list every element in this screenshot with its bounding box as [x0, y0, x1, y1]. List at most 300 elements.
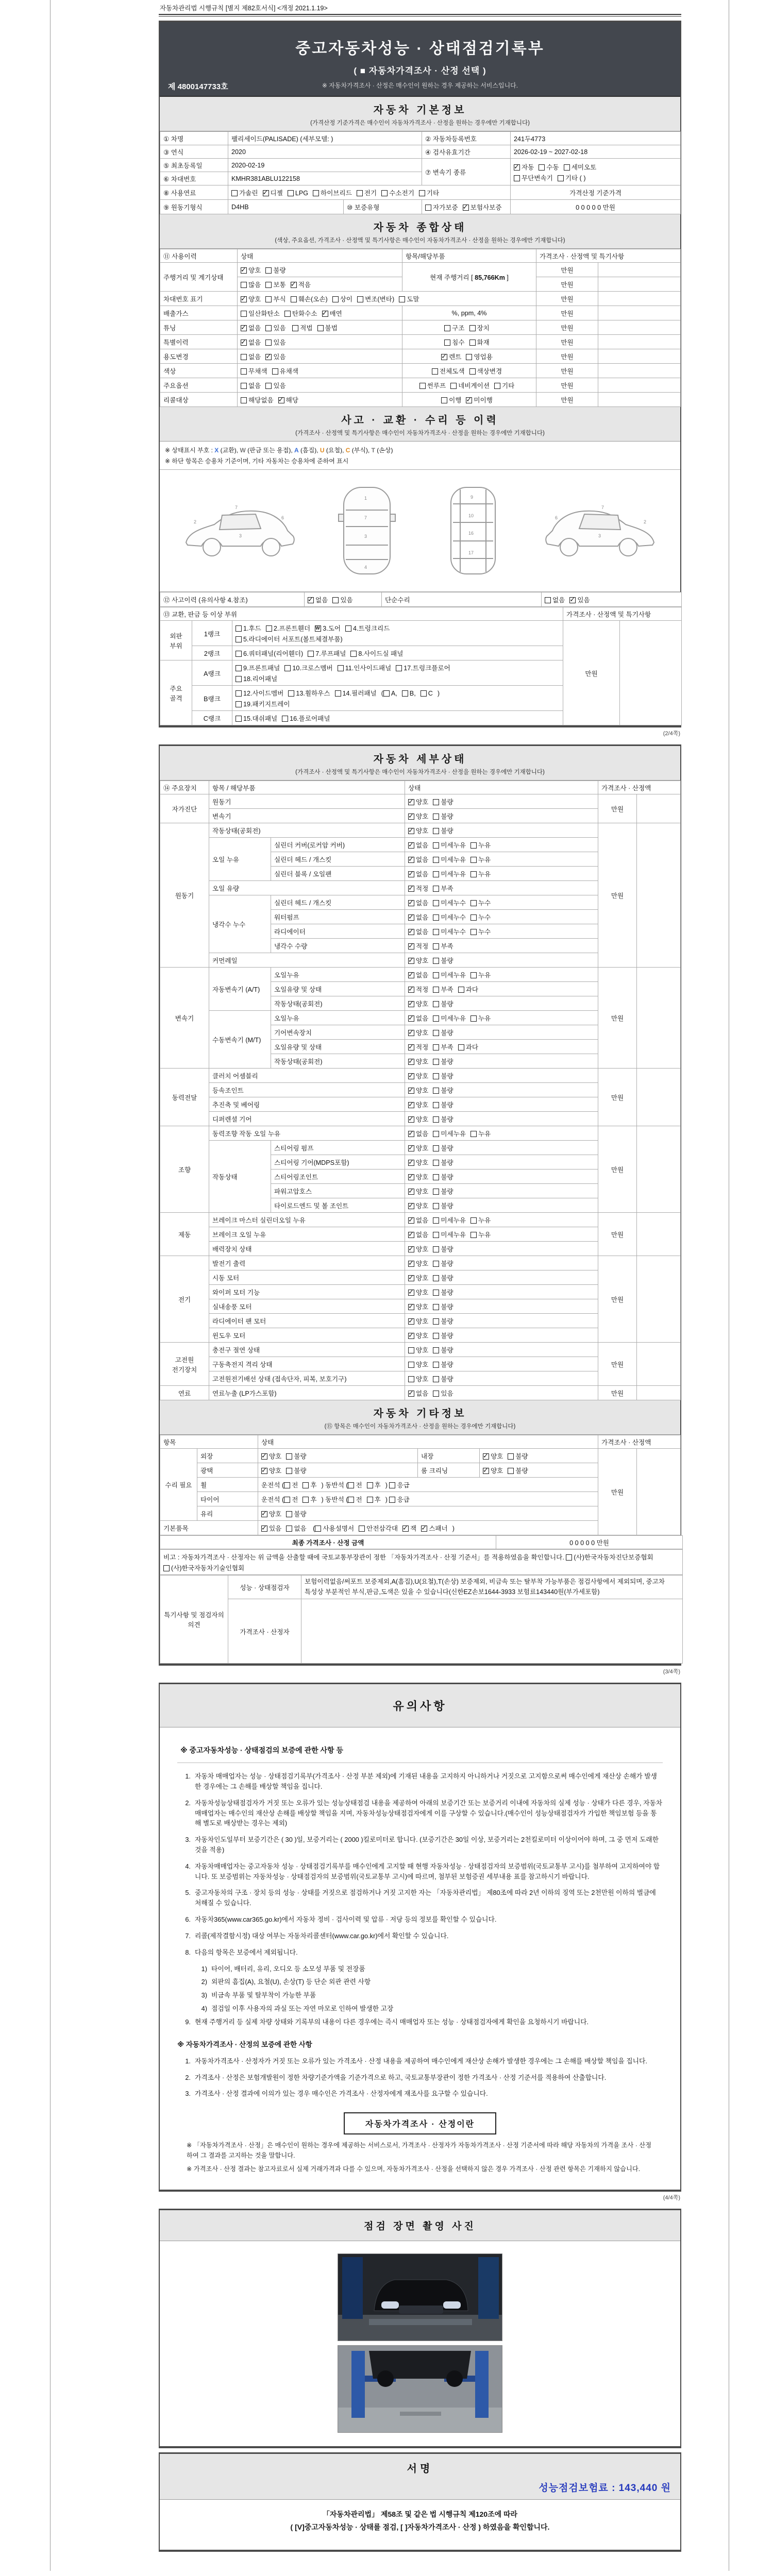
- checkbox-label: 무단변속기: [522, 174, 553, 182]
- checkbox-불량[interactable]: [286, 1511, 292, 1517]
- checkbox-불량[interactable]: [433, 958, 439, 964]
- amount-cell: 만원: [536, 320, 598, 335]
- checkbox-이행[interactable]: [441, 397, 447, 403]
- checkbox-option: [348, 1494, 362, 1504]
- checkbox-있음[interactable]: [332, 597, 339, 603]
- checkbox-적정[interactable]: [408, 987, 414, 993]
- checkbox-자가보증[interactable]: [425, 205, 431, 211]
- checkbox-누수[interactable]: [470, 914, 477, 921]
- value-cell: [637, 823, 681, 968]
- checkbox-불량[interactable]: [433, 1362, 439, 1368]
- checkbox-보통[interactable]: [265, 282, 272, 288]
- checkbox-불량[interactable]: [433, 1290, 439, 1296]
- checkbox-cell: [405, 1328, 598, 1343]
- checkbox-양호[interactable]: [408, 1174, 414, 1180]
- label-cell: 브레이크 오일 누유: [209, 1227, 405, 1242]
- checkbox-없음[interactable]: [408, 914, 414, 921]
- checkbox-매연[interactable]: [322, 311, 328, 317]
- checkbox-미세누유[interactable]: [433, 842, 439, 849]
- checkbox-불량[interactable]: [433, 1116, 439, 1123]
- value-cell: [598, 277, 681, 292]
- checkbox-양호[interactable]: [408, 1261, 414, 1267]
- checkbox-양호[interactable]: [408, 1275, 414, 1281]
- checkbox-불량[interactable]: [508, 1468, 514, 1474]
- checkbox-불량[interactable]: [433, 1030, 439, 1036]
- checkbox-label: 미세누유: [441, 972, 466, 979]
- checkbox-적법[interactable]: [292, 325, 298, 331]
- checkbox-cell: [405, 1155, 598, 1170]
- checkbox-안전삼각대[interactable]: [359, 1526, 365, 1532]
- checkbox-누유[interactable]: [470, 1015, 477, 1022]
- label-cell: 1랭크: [192, 621, 232, 646]
- checkbox-누유[interactable]: [470, 1232, 477, 1238]
- checkbox-있음[interactable]: [265, 325, 272, 331]
- checkbox-불법[interactable]: [317, 325, 324, 331]
- checkbox-12.사이드멤버[interactable]: [236, 690, 242, 697]
- checkbox-불량[interactable]: [265, 267, 272, 274]
- checkbox-option: [433, 926, 466, 936]
- checkbox-cell: [405, 1256, 598, 1270]
- checkbox-label: 없음: [248, 339, 261, 346]
- checkbox-없음[interactable]: [408, 842, 414, 849]
- checkbox-미세누유[interactable]: [433, 1131, 439, 1137]
- notice-item: [177, 2073, 663, 2083]
- label-cell: 룸 크리닝: [418, 1463, 480, 1478]
- label-cell: 브레이크 마스터 실린더오일 누유: [209, 1213, 405, 1227]
- label-cell: 주요 골격: [160, 660, 192, 725]
- checkbox-label: 양호: [416, 1087, 429, 1094]
- checkbox-불량[interactable]: [433, 1246, 439, 1252]
- checkbox-불량[interactable]: [433, 1145, 439, 1151]
- checkbox-스패너[interactable]: [421, 1526, 427, 1532]
- checkbox-보험사보증[interactable]: [463, 205, 469, 211]
- checkbox-하이브리드[interactable]: [313, 190, 319, 196]
- checkbox-(사)한국자동차진단보증협회[interactable]: [566, 1554, 572, 1561]
- checkbox-미세누수[interactable]: [433, 914, 439, 921]
- notice-item: [177, 1771, 663, 1792]
- checkbox-option: [444, 337, 464, 347]
- checkbox-option: [419, 380, 446, 390]
- checkbox-13.휠하우스[interactable]: [288, 690, 294, 697]
- checkbox-3.도어[interactable]: [315, 625, 321, 632]
- checkbox-있음[interactable]: [265, 340, 272, 346]
- checkbox-option: [236, 623, 261, 633]
- checkbox-cell: [405, 1371, 598, 1386]
- checkbox-없음[interactable]: [408, 972, 414, 978]
- checkbox-양호[interactable]: [483, 1453, 489, 1460]
- checkbox-전체도색[interactable]: [432, 368, 438, 375]
- checkbox-잭[interactable]: [402, 1526, 409, 1532]
- checkbox-누수[interactable]: [470, 900, 477, 906]
- checkbox-label: 누유: [478, 1015, 491, 1022]
- checkbox-무단변속기[interactable]: [514, 175, 520, 181]
- checkbox-부족[interactable]: [433, 943, 439, 950]
- checkbox-불량[interactable]: [433, 1174, 439, 1180]
- svg-text:4: 4: [364, 564, 367, 570]
- checkbox-후[interactable]: [303, 1497, 309, 1503]
- checkbox-label: 누유: [478, 972, 491, 979]
- checkbox-B,[interactable]: [402, 690, 408, 697]
- checkbox-불량[interactable]: [433, 1318, 439, 1325]
- checkbox-양호[interactable]: [408, 1362, 414, 1368]
- checkbox-유채색[interactable]: [272, 368, 278, 375]
- checkbox-불량[interactable]: [433, 1059, 439, 1065]
- checkbox-option: [433, 1359, 453, 1369]
- checkbox-과다[interactable]: [458, 987, 464, 993]
- checkbox-장치[interactable]: [469, 325, 476, 331]
- checkbox-양호[interactable]: [408, 1290, 414, 1296]
- checkbox-일산화탄소[interactable]: [241, 311, 247, 317]
- checkbox-무채색[interactable]: [241, 368, 247, 375]
- amount-cell: 만원: [563, 621, 620, 725]
- checkbox-적음[interactable]: [291, 282, 297, 288]
- checkbox-누유[interactable]: [470, 857, 477, 863]
- checkbox-기타[interactable]: [494, 383, 500, 389]
- notice-item: [177, 1931, 663, 1941]
- checkbox-option: [265, 294, 285, 303]
- checkbox-전[interactable]: [348, 1497, 354, 1503]
- checkbox-7.루프패널[interactable]: [308, 651, 314, 657]
- checkbox-자동[interactable]: [514, 164, 520, 171]
- checkbox-불량[interactable]: [433, 799, 439, 805]
- checkbox-18.리어패널[interactable]: [236, 676, 242, 682]
- checkbox-사용설명서[interactable]: [315, 1526, 321, 1532]
- checkbox-양호[interactable]: [261, 1453, 267, 1460]
- checkbox-option: [241, 366, 267, 376]
- checkbox-침수[interactable]: [444, 340, 450, 346]
- checkbox-응급[interactable]: [389, 1497, 395, 1503]
- checkbox-11.인사이드패널[interactable]: [338, 665, 344, 671]
- checkbox-양호[interactable]: [408, 814, 414, 820]
- checkbox-cell: [238, 335, 402, 349]
- checkbox-label: 양호: [416, 1376, 429, 1383]
- checkbox-불량[interactable]: [433, 828, 439, 834]
- checkbox-양호[interactable]: [408, 1102, 414, 1108]
- checkbox-불량[interactable]: [508, 1453, 514, 1460]
- checkbox-적정[interactable]: [408, 943, 414, 950]
- checkbox-5.라디에이터 서포트(볼트체결부품)[interactable]: [236, 636, 242, 642]
- checkbox-미세누유[interactable]: [433, 857, 439, 863]
- checkbox-양호[interactable]: [408, 1088, 414, 1094]
- checkbox-label: 없음: [552, 597, 565, 604]
- checkbox-불량[interactable]: [433, 1102, 439, 1108]
- checkbox-없음[interactable]: [408, 929, 414, 935]
- checkbox-A,[interactable]: [383, 690, 390, 697]
- checkbox-구조[interactable]: [444, 325, 450, 331]
- checkbox-누유[interactable]: [470, 1217, 477, 1224]
- checkbox-option: [444, 323, 464, 332]
- checkbox-4.트렁크리드[interactable]: [345, 625, 351, 632]
- checkbox-화재[interactable]: [469, 340, 476, 346]
- label-cell: 디퍼렌셜 기어: [209, 1112, 405, 1126]
- checkbox-변조(변타)[interactable]: [357, 296, 363, 302]
- checkbox-미세누수[interactable]: [433, 900, 439, 906]
- checkbox-option: [284, 663, 332, 672]
- notice-item-text: 현재 주행거리 등 실제 차량 상태와 기록부의 내용이 다른 경우에는 즉시 매매업자 또는 성능 · 상태점검자에게 확인을 요청하시기 바랍니다.: [195, 2018, 589, 2026]
- section-detail-header: [160, 746, 680, 781]
- checkbox-부족[interactable]: [433, 987, 439, 993]
- checkbox-1.후드[interactable]: [236, 625, 242, 632]
- checkbox-option: [432, 366, 465, 376]
- checkbox-양호[interactable]: [241, 296, 247, 302]
- checkbox-해당[interactable]: [278, 397, 284, 403]
- label-cell: 광택: [197, 1463, 258, 1478]
- checkbox-탄화수소[interactable]: [284, 311, 291, 317]
- checkbox-label: 15.대쉬패널: [243, 715, 278, 722]
- price-note-row-table: [160, 1549, 683, 1575]
- checkbox-option: [433, 1157, 453, 1167]
- checkbox-양호[interactable]: [261, 1468, 267, 1474]
- checkbox-없음[interactable]: [408, 857, 414, 863]
- checkbox-양호[interactable]: [408, 1347, 414, 1353]
- checkbox-없음[interactable]: [408, 1015, 414, 1022]
- checkbox-전[interactable]: [348, 1482, 354, 1488]
- notice-item: [196, 1964, 663, 1974]
- label-cell: 윈도우 모터: [209, 1328, 405, 1343]
- checkbox-양호[interactable]: [408, 1376, 414, 1382]
- checkbox-양호[interactable]: [483, 1468, 489, 1474]
- checkbox-없음[interactable]: [545, 597, 551, 603]
- checkbox-렌트[interactable]: [441, 354, 447, 360]
- checkbox-label: 과다: [465, 986, 479, 993]
- checkbox-양호[interactable]: [408, 958, 414, 964]
- checkbox-많음[interactable]: [241, 282, 247, 288]
- checkbox-전[interactable]: [284, 1497, 290, 1503]
- checkbox-미세누유[interactable]: [433, 972, 439, 978]
- checkbox-양호[interactable]: [408, 1116, 414, 1123]
- checkbox-영업용[interactable]: [466, 354, 472, 360]
- checkbox-14.필러패널[interactable]: [335, 690, 341, 697]
- checkbox-cell: [405, 823, 598, 838]
- checkbox-불량[interactable]: [433, 1073, 439, 1079]
- checkbox-양호[interactable]: [408, 1001, 414, 1007]
- checkbox-후[interactable]: [367, 1482, 373, 1488]
- checkbox-label: 불량: [441, 1188, 453, 1195]
- checkbox-양호[interactable]: [408, 1246, 414, 1252]
- checkbox-부족[interactable]: [433, 1044, 439, 1050]
- checkbox-미세누수[interactable]: [433, 929, 439, 935]
- checkbox-훼손(오손)[interactable]: [291, 296, 297, 302]
- checkbox-없음[interactable]: [308, 597, 314, 603]
- checkbox-불량[interactable]: [433, 1261, 439, 1267]
- checkbox-응급[interactable]: [389, 1482, 395, 1488]
- checkbox-가솔린[interactable]: [231, 190, 238, 196]
- checkbox-없음[interactable]: [241, 383, 247, 389]
- checkbox-없음[interactable]: [408, 900, 414, 906]
- checkbox-디젤[interactable]: [263, 190, 269, 196]
- checkbox-양호[interactable]: [408, 1073, 414, 1079]
- checkbox-9.프론트패널[interactable]: [236, 665, 242, 671]
- checkbox-양호[interactable]: [408, 828, 414, 834]
- checkbox-양호[interactable]: [408, 1304, 414, 1310]
- checkbox-불량[interactable]: [286, 1468, 292, 1474]
- checkbox-불량[interactable]: [433, 1347, 439, 1353]
- final-price-table: [160, 1535, 680, 1549]
- checkbox-양호[interactable]: [408, 1189, 414, 1195]
- checkbox-네비게이션[interactable]: [450, 383, 457, 389]
- checkbox-option: [441, 395, 461, 404]
- checkbox-label: 양호: [416, 1145, 429, 1152]
- label-cell: 냉각수 수량: [271, 939, 405, 953]
- checkbox-양호[interactable]: [408, 1333, 414, 1339]
- checkbox-후[interactable]: [367, 1497, 373, 1503]
- checkbox-미이행[interactable]: [466, 397, 472, 403]
- checkbox-cell: [405, 1285, 598, 1299]
- checkbox-없음[interactable]: [408, 1217, 414, 1224]
- checkbox-cell: [405, 852, 598, 867]
- checkbox-불량[interactable]: [433, 1333, 439, 1339]
- checkbox-과다[interactable]: [458, 1044, 464, 1050]
- checkbox-6.쿼터패널(리어휀더)[interactable]: [236, 651, 242, 657]
- car-top-view-frame-diagram: [434, 483, 512, 579]
- checkbox-불량[interactable]: [433, 1001, 439, 1007]
- checkbox-label: 양호: [416, 813, 429, 820]
- checkbox-있음[interactable]: [261, 1526, 267, 1532]
- label-cell: 스티어링 기어(MDPS포함): [271, 1155, 405, 1170]
- checkbox-미세누유[interactable]: [433, 1015, 439, 1022]
- section-basic-header: [160, 97, 680, 131]
- checkbox-상이[interactable]: [332, 296, 339, 302]
- checkbox-누유[interactable]: [470, 871, 477, 877]
- checkbox-label: 있음: [441, 1390, 453, 1397]
- checkbox-색상변경[interactable]: [469, 368, 476, 375]
- notice-item-text: 다음의 항목은 보증에서 제외됩니다.: [195, 1948, 298, 1956]
- value-cell: [598, 306, 681, 320]
- section-overall-header: [160, 214, 680, 249]
- checkbox-cell: [405, 794, 598, 809]
- checkbox-없음[interactable]: [408, 1232, 414, 1238]
- checkbox-option: [408, 854, 428, 864]
- checkbox-17.트렁크플로어[interactable]: [396, 665, 402, 671]
- checkbox-세미오토[interactable]: [564, 164, 570, 171]
- checkbox-불량[interactable]: [433, 1088, 439, 1094]
- checkbox-없음[interactable]: [241, 354, 247, 360]
- checkbox-불량[interactable]: [433, 1304, 439, 1310]
- checkbox-19.패키지트레이[interactable]: [236, 701, 242, 707]
- checkbox-전기[interactable]: [357, 190, 363, 196]
- checkbox-도말[interactable]: [399, 296, 405, 302]
- checkbox-양호[interactable]: [408, 1160, 414, 1166]
- checkbox-label: 불량: [441, 957, 453, 964]
- checkbox-label: 없음: [416, 1390, 429, 1397]
- status-code-X: X: [214, 447, 219, 454]
- checkbox-누유[interactable]: [470, 1131, 477, 1137]
- checkbox-15.대쉬패널[interactable]: [236, 716, 242, 722]
- checkbox-LPG[interactable]: [288, 190, 294, 196]
- checkbox-수동[interactable]: [539, 164, 545, 171]
- checkbox-option: [508, 1451, 528, 1461]
- checkbox-양호[interactable]: [261, 1511, 267, 1517]
- label-cell: 구동축전지 격리 상태: [209, 1357, 405, 1371]
- checkbox-label: 14.필러패널: [342, 690, 377, 697]
- checkbox-불량[interactable]: [433, 1189, 439, 1195]
- checkbox-미세누유[interactable]: [433, 1217, 439, 1224]
- checkbox-썬루프[interactable]: [419, 383, 426, 389]
- checkbox-option: [569, 595, 590, 604]
- checkbox-미세누유[interactable]: [433, 871, 439, 877]
- checkbox-cell: [258, 1463, 418, 1478]
- checkbox-label: 부족: [441, 943, 453, 950]
- label-cell: 오일유량 및 상태: [271, 1040, 405, 1054]
- checkbox-없음[interactable]: [408, 1391, 414, 1397]
- checkbox-양호[interactable]: [408, 1059, 414, 1065]
- checkbox-후[interactable]: [303, 1482, 309, 1488]
- checkbox-부식[interactable]: [265, 296, 272, 302]
- checkbox-전[interactable]: [284, 1482, 290, 1488]
- checkbox-미세누유[interactable]: [433, 1232, 439, 1238]
- checkbox-부족[interactable]: [433, 886, 439, 892]
- checkbox-label: 응급: [397, 1496, 410, 1503]
- checkbox-있음[interactable]: [569, 597, 576, 603]
- checkbox-불량[interactable]: [433, 814, 439, 820]
- checkbox-option: [408, 811, 428, 821]
- section-basic-title: 자동차 기본정보: [373, 105, 467, 116]
- value-cell: 팰리세이드(PALISADE) (세부모델: ): [228, 132, 422, 145]
- checkbox-label: 양호: [269, 1453, 282, 1460]
- checkbox-8.사이드실 패널[interactable]: [350, 651, 357, 657]
- checkbox-label: 미세누수: [441, 928, 466, 936]
- checkbox-option: [286, 1509, 306, 1518]
- checkbox-누유[interactable]: [470, 842, 477, 849]
- checkbox-누유[interactable]: [470, 972, 477, 978]
- label-cell: ⑥ 차대번호: [160, 172, 228, 185]
- checkbox-16.플로어패널[interactable]: [282, 716, 288, 722]
- section-accident-title: 사고 · 교환 · 수리 등 이력: [341, 415, 499, 426]
- checkbox-불량[interactable]: [433, 1160, 439, 1166]
- checkbox-cell: [542, 592, 682, 607]
- checkbox-2.프론트휀더[interactable]: [266, 625, 272, 632]
- checkbox-기타 ( )[interactable]: [558, 175, 564, 181]
- checkbox-불량[interactable]: [433, 1376, 439, 1382]
- checkbox-cell: [258, 1478, 598, 1492]
- checkbox-C[interactable]: [421, 690, 427, 697]
- checkbox-있음[interactable]: [433, 1391, 439, 1397]
- checkbox-기타[interactable]: [419, 190, 425, 196]
- checkbox-불량[interactable]: [286, 1453, 292, 1460]
- checkbox-해당없음[interactable]: [241, 397, 247, 403]
- notice-item: [196, 1990, 663, 2001]
- checkbox-cell: [402, 320, 536, 335]
- checkbox-양호[interactable]: [408, 1318, 414, 1325]
- checkbox-수소전기[interactable]: [381, 190, 388, 196]
- checkbox-적정[interactable]: [408, 886, 414, 892]
- checkbox-양호[interactable]: [408, 1145, 414, 1151]
- checkbox-없음[interactable]: [241, 325, 247, 331]
- checkbox-label: 가솔린: [239, 190, 258, 197]
- checkbox-없음[interactable]: [286, 1526, 292, 1532]
- checkbox-있음[interactable]: [265, 354, 272, 360]
- checkbox-불량[interactable]: [433, 1203, 439, 1209]
- checkbox-10.크로스멤버[interactable]: [284, 665, 291, 671]
- checkbox-양호[interactable]: [408, 1203, 414, 1209]
- status-code-desc: (요철),: [324, 447, 346, 454]
- checkbox-(사)한국자동차기술인협회[interactable]: [163, 1565, 170, 1571]
- checkbox-있음[interactable]: [265, 383, 272, 389]
- checkbox-없음[interactable]: [241, 340, 247, 346]
- value-cell: 보험이력없음/써포트 보증제외,A(흠집),U(요철),T(손상) 보증제외, 비금속 또는 탈부착 가능부품은 점검사항에서 제외되며, 중고차 특성상 부분적인 부식,판금,도색은 있을 수 있습니다(신한EZ손보1644-3933 보험료143440원(부가세포함): [301, 1575, 683, 1599]
- checkbox-양호[interactable]: [408, 1030, 414, 1036]
- svg-text:3: 3: [364, 533, 367, 539]
- checkbox-없음[interactable]: [408, 871, 414, 877]
- checkbox-적정[interactable]: [408, 1044, 414, 1050]
- checkbox-cell: [402, 378, 536, 393]
- checkbox-없음[interactable]: [408, 1131, 414, 1137]
- checkbox-양호[interactable]: [408, 799, 414, 805]
- checkbox-불량[interactable]: [433, 1275, 439, 1281]
- checkbox-양호[interactable]: [241, 267, 247, 274]
- checkbox-누수[interactable]: [470, 929, 477, 935]
- value-cell: [637, 1069, 681, 1126]
